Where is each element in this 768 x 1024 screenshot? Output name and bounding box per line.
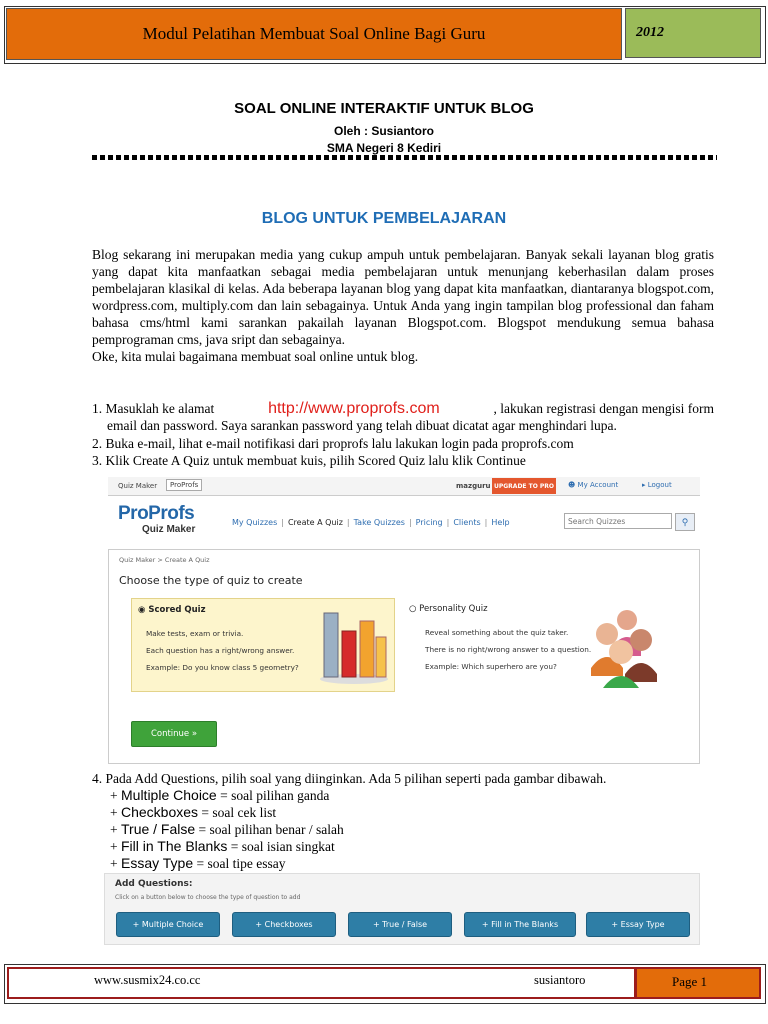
option-name: Checkboxes	[121, 804, 199, 820]
scored-quiz-option[interactable]	[131, 598, 395, 692]
step-1-text: 1. Masuklah ke alamat	[92, 401, 215, 416]
radio-selected-icon: ◉	[138, 605, 149, 615]
nav-my-quizzes[interactable]: My Quizzes	[232, 518, 278, 527]
panel-heading: Choose the type of quiz to create	[119, 574, 303, 587]
option-desc: = soal pilihan ganda	[216, 788, 330, 803]
step-4: 4. Pada Add Questions, pilih soal yang diinginkan. Ada 5 pilihan seperti pada gambar dibawah.	[92, 771, 607, 786]
option-fill-blanks: + Fill in The Blanks = soal isian singkat	[110, 838, 335, 854]
proprofs-link[interactable]: http://www.proprofs.com	[268, 400, 440, 417]
fill-blanks-button[interactable]: + Fill in The Blanks	[464, 912, 576, 937]
step-3: 3. Klik Create A Quiz untuk membuat kuis, pilih Scored Quiz lalu klik Continue	[92, 453, 526, 468]
page-number: Page 1	[672, 974, 708, 989]
main-nav: My Quizzes | Create A Quiz | Take Quizzes | Pricing | Clients | Help	[232, 518, 510, 527]
footer-author: susiantoro	[534, 973, 586, 987]
scored-bullet-2: Each question has a right/wrong answer.	[146, 646, 295, 655]
radio-empty-icon: ○	[409, 604, 420, 614]
footer-site: www.susmix24.co.cc	[94, 973, 201, 987]
doc-title: SOAL ONLINE INTERAKTIF UNTUK BLOG	[234, 100, 534, 117]
personality-bullet-2: There is no right/wrong answer to a question.	[425, 645, 592, 654]
quiz-maker-logo: Quiz Maker	[142, 524, 196, 535]
username: mazguru	[456, 482, 491, 490]
nav-help[interactable]: Help	[491, 518, 510, 527]
scored-quiz-text: Scored Quiz	[148, 605, 206, 615]
intro-closing: Oke, kita mulai bagaimana membuat soal online untuk blog.	[92, 349, 419, 364]
logout-link[interactable]	[642, 481, 672, 489]
scored-quiz-label[interactable]	[138, 605, 206, 615]
header-title: Modul Pelatihan Membuat Soal Online Bagi Guru	[6, 8, 622, 60]
account-icon: ☻	[568, 481, 578, 489]
option-list	[110, 787, 344, 872]
quiz-type-panel	[108, 549, 700, 764]
proprofs-logo[interactable]: ProProfs	[118, 503, 195, 524]
option-true-false: + True / False = soal pilihan benar / salah	[110, 821, 344, 837]
add-questions-screenshot	[104, 873, 700, 945]
add-questions-hint: Click on a button below to choose the type of question to add	[115, 894, 301, 901]
tab-quiz-maker[interactable]: Quiz Maker	[118, 482, 158, 490]
proprofs-screenshot	[108, 477, 700, 764]
personality-bullet-1: Reveal something about the quiz taker.	[425, 628, 569, 637]
true-false-button[interactable]: + True / False	[348, 912, 452, 937]
section-heading: BLOG UNTUK PEMBELAJARAN	[261, 210, 507, 227]
logout-icon: ▸	[642, 481, 648, 489]
step-1-text-b: , lakukan registrasi dengan mengisi form	[493, 401, 714, 416]
option-name: True / False	[121, 821, 196, 837]
bar-chart-icon	[316, 605, 392, 687]
checkboxes-button[interactable]: + Checkboxes	[232, 912, 336, 937]
header-year: 2012	[625, 8, 761, 58]
doc-author: Oleh : Susiantoro	[333, 124, 434, 138]
personality-quiz-label: Personality Quiz	[419, 604, 488, 614]
option-desc: = soal pilihan benar / salah	[195, 822, 344, 837]
people-group-icon	[591, 606, 659, 688]
search-icon[interactable]: ⚲	[675, 513, 695, 531]
add-questions-title: Add Questions:	[115, 879, 193, 889]
tab-proprofs[interactable]: ProProfs	[166, 479, 202, 491]
account-label: My Account	[577, 481, 619, 489]
breadcrumb: Quiz Maker > Create A Quiz	[119, 556, 210, 564]
dotted-divider	[92, 155, 717, 160]
option-desc: = soal cek list	[198, 805, 277, 820]
upgrade-button[interactable]: UPGRADE TO PRO	[492, 478, 556, 494]
step-2: 2. Buka e-mail, lihat e-mail notifikasi dari proprofs lalu lakukan login pada proprofs.com	[92, 436, 574, 451]
personality-quiz-option[interactable]	[409, 604, 488, 614]
step-1	[92, 400, 714, 434]
nav-pricing[interactable]: Pricing	[415, 518, 443, 527]
scored-bullet-3: Example: Do you know class 5 geometry?	[146, 663, 299, 672]
option-checkboxes: + Checkboxes = soal cek list	[110, 804, 277, 820]
proprofs-topbar	[108, 477, 700, 496]
intro-text	[92, 246, 714, 365]
step-1-cont: email dan password. Saya sarankan password yang telah dibuat dicatat agar menghindari lupa.	[107, 418, 617, 433]
option-essay: + Essay Type = soal tipe essay	[110, 855, 286, 871]
option-multiple-choice: + Multiple Choice = soal pilihan ganda	[110, 787, 330, 803]
doc-school: SMA Negeri 8 Kediri	[326, 141, 442, 155]
nav-clients[interactable]: Clients	[453, 518, 481, 527]
search-input[interactable]	[564, 513, 672, 529]
nav-take-quizzes[interactable]: Take Quizzes	[353, 518, 405, 527]
nav-create-quiz[interactable]: Create A Quiz	[287, 518, 343, 527]
option-name: Multiple Choice	[121, 787, 217, 803]
option-name: Essay Type	[121, 855, 194, 871]
personality-bullet-3: Example: Which superhero are you?	[425, 662, 557, 671]
account-link[interactable]	[568, 481, 618, 489]
option-desc: = soal isian singkat	[227, 839, 335, 854]
scored-bullet-1: Make tests, exam or trivia.	[146, 629, 244, 638]
option-desc: = soal tipe essay	[193, 856, 286, 871]
essay-type-button[interactable]: + Essay Type	[586, 912, 690, 937]
continue-button[interactable]: Continue »	[131, 721, 217, 747]
logout-label: Logout	[647, 481, 672, 489]
intro-paragraph: Blog sekarang ini merupakan media yang cukup ampuh untuk pembelajaran. Banyak sekali layanan blog gratis yang dapat kita manfaatkan sebagai media pembelajaran untuk menunjang keberhasilan dalam proses pembelajaran klasikal di kelas. Ada beberapa layanan blog yang dapat kita manfaatkan, diantaranya blogspot.com, wordpress.com, multiply.com dan lain sebagainya. Untuk Anda yang ingin tampilan blog professional dan faham bahasa cms/html kami sarankan pakailah layanan Blogspot.com. Blogspot mendukung semua bahasa pemprograman cms, java sript dan sebagainya.	[92, 247, 714, 347]
option-name: Fill in The Blanks	[121, 838, 228, 854]
multiple-choice-button[interactable]: + Multiple Choice	[116, 912, 220, 937]
